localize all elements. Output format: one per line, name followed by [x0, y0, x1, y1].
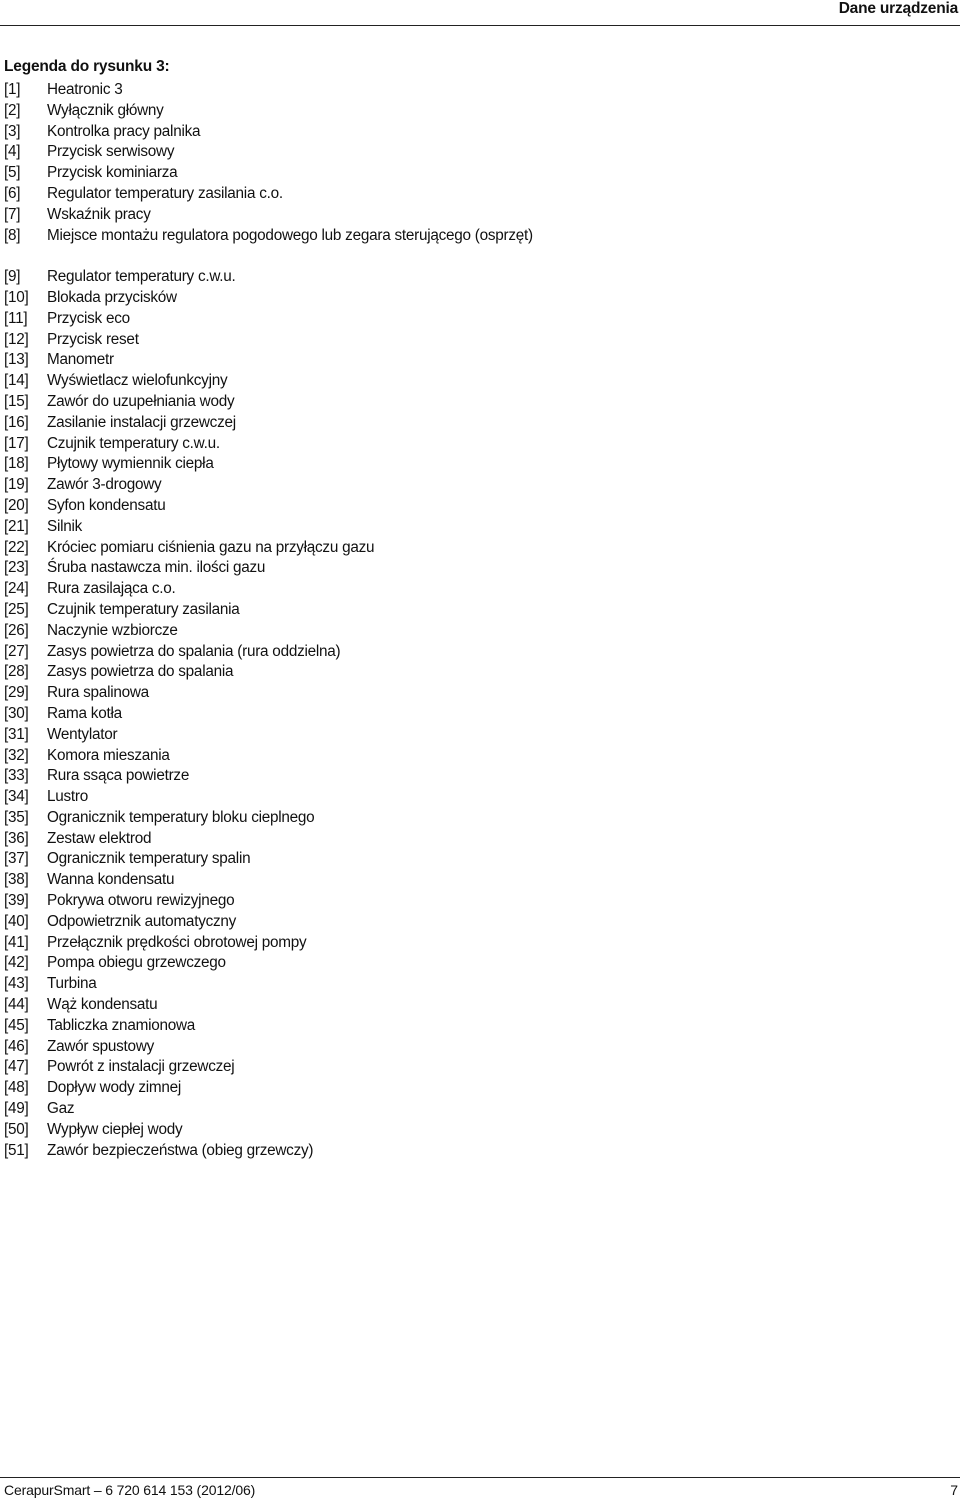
legend-item: [4, 995, 564, 1016]
legend-item-number: [18]: [4, 455, 29, 473]
legend-item: [4, 309, 564, 330]
legend-item: [4, 933, 564, 954]
legend-item-label: Przełącznik prędkości obrotowej pompy: [47, 933, 307, 951]
legend-item-label: Zawór bezpieczeństwa (obieg grzewczy): [47, 1141, 314, 1159]
legend-item-label: Regulator temperatury c.w.u.: [47, 268, 236, 286]
legend-item: [4, 662, 564, 683]
legend-item: [4, 829, 564, 850]
legend-item-label: Czujnik temperatury c.w.u.: [47, 434, 220, 452]
legend-item: [4, 1120, 564, 1141]
legend-item-number: [31]: [4, 725, 29, 743]
legend-item-number: [32]: [4, 746, 29, 764]
legend-item-number: [38]: [4, 871, 29, 889]
legend-item: [4, 600, 564, 621]
legend-item-label: Rura zasilająca c.o.: [47, 580, 176, 598]
section-title: Dane urządzenia: [838, 0, 958, 17]
legend-item-label: Regulator temperatury zasilania c.o.: [47, 184, 283, 202]
legend-item-number: [42]: [4, 954, 29, 972]
legend-item-number: [7]: [4, 205, 21, 223]
legend-item-label: Zasys powietrza do spalania (rura oddzielna): [47, 642, 341, 660]
legend-item: [4, 142, 564, 163]
legend-item: [4, 1141, 564, 1162]
legend-item: [4, 558, 564, 579]
legend-item-number: [49]: [4, 1100, 29, 1118]
legend-item-label: Płytowy wymiennik ciepła: [47, 455, 214, 473]
legend-item-number: [23]: [4, 559, 29, 577]
legend-item-number: [34]: [4, 788, 29, 806]
legend-item-number: [36]: [4, 829, 29, 847]
legend-item: [4, 787, 564, 808]
legend-item-label: Wyłącznik główny: [47, 101, 164, 119]
legend-item-label: Przycisk eco: [47, 309, 130, 327]
legend-item-number: [5]: [4, 164, 21, 182]
legend-item-label: Wskaźnik pracy: [47, 205, 151, 223]
legend-item-number: [9]: [4, 268, 21, 286]
legend-item-label: Rura spalinowa: [47, 684, 149, 702]
legend-item: [4, 288, 564, 309]
legend-item-label: Wanna kondensatu: [47, 871, 175, 889]
legend-item-label: Silnik: [47, 517, 83, 535]
legend-item-label: Dopływ wody zimnej: [47, 1079, 182, 1097]
legend-item-number: [46]: [4, 1037, 29, 1055]
legend-item: [4, 953, 564, 974]
legend-item: [4, 205, 564, 226]
legend-item-number: [33]: [4, 767, 29, 785]
legend-item: [4, 80, 564, 101]
legend-item: [4, 392, 564, 413]
legend-item-number: [16]: [4, 413, 29, 431]
header-divider: [0, 25, 960, 26]
legend-item-label: Wyświetlacz wielofunkcyjny: [47, 372, 228, 390]
legend-item-label: Turbina: [47, 975, 97, 993]
legend-item-number: [30]: [4, 704, 29, 722]
legend-list: [4, 80, 564, 1161]
legend-item: [4, 226, 564, 268]
legend-item: [4, 1037, 564, 1058]
legend-item-number: [35]: [4, 808, 29, 826]
legend-item: [4, 434, 564, 455]
legend-item: [4, 163, 564, 184]
legend-item: [4, 621, 564, 642]
legend-item-number: [22]: [4, 538, 29, 556]
legend-item-label: Naczynie wzbiorcze: [47, 621, 178, 639]
legend-item-number: [2]: [4, 101, 21, 119]
legend-item: [4, 538, 564, 559]
legend-item-number: [25]: [4, 600, 29, 618]
legend-item-label: Ogranicznik temperatury spalin: [47, 850, 251, 868]
legend-item: [4, 766, 564, 787]
legend-item: [4, 746, 564, 767]
legend-item-label: Ogranicznik temperatury bloku cieplnego: [47, 808, 315, 826]
legend-item: [4, 454, 564, 475]
legend-item: [4, 642, 564, 663]
legend-item: [4, 1057, 564, 1078]
legend-item-number: [44]: [4, 996, 29, 1014]
legend-item-label: Kontrolka pracy palnika: [47, 122, 201, 140]
legend-item-number: [21]: [4, 517, 29, 535]
legend-item-label: Króciec pomiaru ciśnienia gazu na przyłączu gazu: [47, 538, 375, 556]
legend-item: [4, 267, 564, 288]
legend-item: [4, 704, 564, 725]
legend-item: [4, 579, 564, 600]
legend-item-number: [40]: [4, 912, 29, 930]
legend-item-number: [29]: [4, 684, 29, 702]
legend-item-label: Rura ssąca powietrze: [47, 767, 190, 785]
legend-item: [4, 122, 564, 143]
legend-item-label: Heatronic 3: [47, 81, 123, 98]
legend-item-number: [39]: [4, 892, 29, 910]
legend-item-label: Pokrywa otworu rewizyjnego: [47, 892, 235, 910]
legend-item-number: [43]: [4, 975, 29, 993]
legend-item-number: [50]: [4, 1120, 29, 1138]
legend-item: [4, 475, 564, 496]
legend-item-label: Komora mieszania: [47, 746, 170, 764]
legend-item-number: [13]: [4, 351, 29, 369]
legend-item: [4, 496, 564, 517]
legend-item-label: Zawór do uzupełniania wody: [47, 392, 235, 410]
legend-item: [4, 974, 564, 995]
legend-item-number: [51]: [4, 1141, 29, 1159]
legend-item-number: [24]: [4, 580, 29, 598]
legend-item-number: [47]: [4, 1058, 29, 1076]
legend-item-number: [48]: [4, 1079, 29, 1097]
legend-item-label: Miejsce montażu regulatora pogodowego lub zegara sterującego (osprzęt): [47, 226, 533, 244]
legend-item: [4, 683, 564, 704]
footer-divider: [0, 1477, 960, 1478]
legend-item: [4, 330, 564, 351]
legend-item-number: [45]: [4, 1016, 29, 1034]
legend-item-label: Manometr: [47, 351, 114, 369]
legend-item-label: Lustro: [47, 788, 89, 806]
legend-item-label: Śruba nastawcza min. ilości gazu: [47, 559, 266, 577]
legend-item: [4, 849, 564, 870]
legend-item: [4, 517, 564, 538]
legend-item-label: Gaz: [47, 1100, 75, 1118]
legend-item-number: [14]: [4, 372, 29, 390]
legend-item-label: Odpowietrznik automatyczny: [47, 912, 237, 930]
legend-item-label: Tabliczka znamionowa: [47, 1016, 196, 1034]
legend-item-number: [11]: [4, 309, 28, 327]
legend-item: [4, 808, 564, 829]
legend-item: [4, 413, 564, 434]
legend-item-label: Blokada przycisków: [47, 288, 177, 306]
legend-item-number: [8]: [4, 226, 21, 244]
legend-item-label: Rama kotła: [47, 704, 122, 722]
legend-item-label: Wypływ ciepłej wody: [47, 1120, 183, 1138]
legend-item-label: Powrót z instalacji grzewczej: [47, 1058, 235, 1076]
footer-doc-id: CerapurSmart – 6 720 614 153 (2012/06): [4, 1482, 256, 1498]
legend-item-number: [6]: [4, 184, 21, 202]
legend-item-number: [19]: [4, 476, 29, 494]
legend-item-label: Czujnik temperatury zasilania: [47, 600, 240, 618]
page-number: 7: [950, 1482, 958, 1498]
legend-item-number: [4]: [4, 143, 21, 161]
legend-item-number: [17]: [4, 434, 29, 452]
legend-item: [4, 1078, 564, 1099]
legend-item-number: [28]: [4, 663, 29, 681]
legend-item: [4, 912, 564, 933]
legend-item: [4, 1016, 564, 1037]
legend-item-label: Przycisk serwisowy: [47, 143, 175, 161]
legend-item-label: Zasys powietrza do spalania: [47, 663, 234, 681]
legend-item-number: [20]: [4, 496, 29, 514]
legend-item-label: Pompa obiegu grzewczego: [47, 954, 226, 972]
legend-item: [4, 101, 564, 122]
legend-item: [4, 891, 564, 912]
legend-item-number: [1]: [4, 81, 21, 98]
legend-item-label: Zawór 3-drogowy: [47, 476, 162, 494]
legend-item: [4, 371, 564, 392]
legend-item-number: [27]: [4, 642, 29, 660]
legend-item-number: [41]: [4, 933, 29, 951]
legend-item: [4, 870, 564, 891]
legend-item-label: Przycisk reset: [47, 330, 139, 348]
legend-item: [4, 184, 564, 205]
legend-item-number: [10]: [4, 288, 29, 306]
legend-item-number: [3]: [4, 122, 21, 140]
legend-title: Legenda do rysunku 3:: [4, 58, 170, 75]
legend-item-label: Zawór spustowy: [47, 1037, 155, 1055]
legend-item-label: Przycisk kominiarza: [47, 164, 178, 182]
legend-item-number: [26]: [4, 621, 29, 639]
legend-item-label: Wąż kondensatu: [47, 996, 158, 1014]
legend-item-label: Wentylator: [47, 725, 118, 743]
legend-item: [4, 725, 564, 746]
legend-item-number: [12]: [4, 330, 29, 348]
legend-item-number: [37]: [4, 850, 29, 868]
legend-item-label: Zasilanie instalacji grzewczej: [47, 413, 236, 431]
legend-item: [4, 350, 564, 371]
legend-item-label: Zestaw elektrod: [47, 829, 152, 847]
legend-item: [4, 1099, 564, 1120]
legend-item-label: Syfon kondensatu: [47, 496, 166, 514]
legend-item-number: [15]: [4, 392, 29, 410]
